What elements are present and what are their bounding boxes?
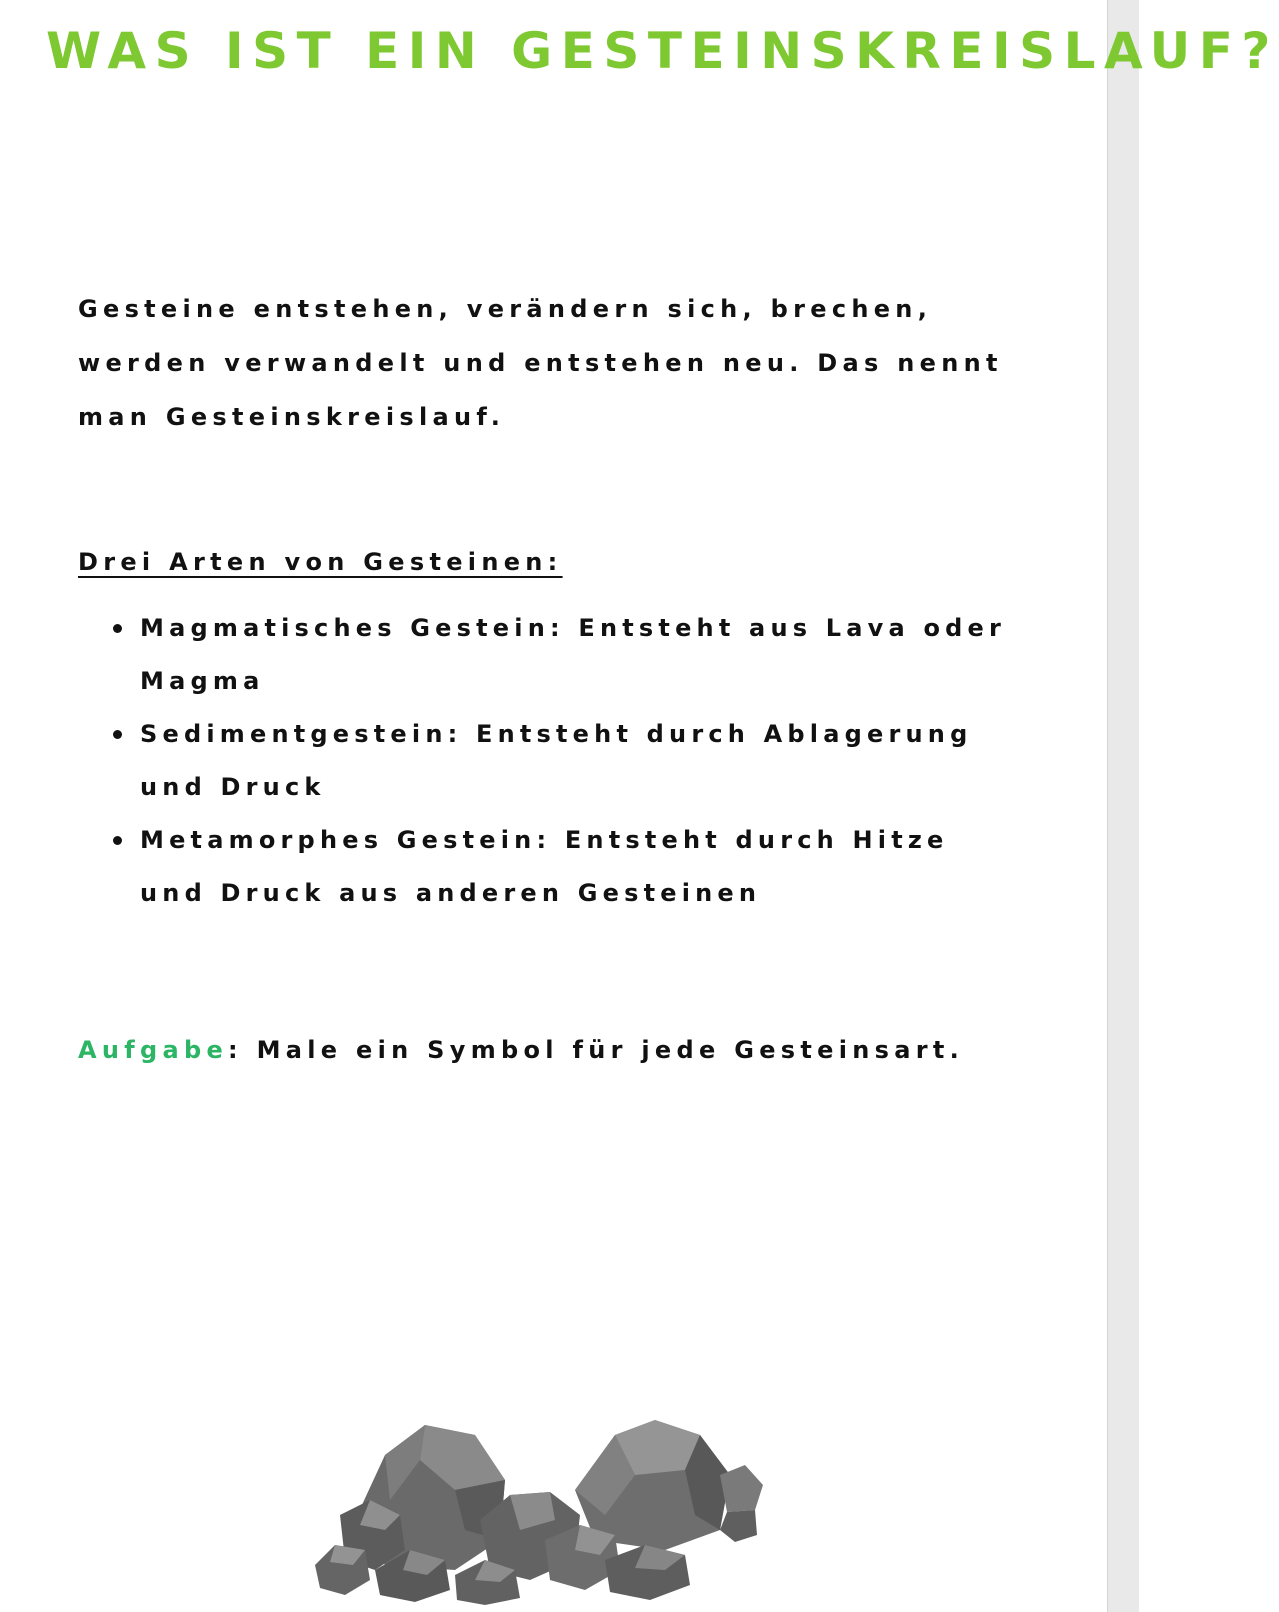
- bullet-icon: [113, 730, 122, 739]
- rock-types-heading: Drei Arten von Gesteinen:: [78, 548, 563, 576]
- page-edge: [1107, 0, 1139, 1612]
- list-item-text: Magmatisches Gestein: Entsteht aus Lava oder Magma: [140, 614, 1007, 695]
- task-label: Aufgabe: [78, 1036, 229, 1064]
- list-item: [140, 814, 1020, 920]
- bullet-icon: [113, 624, 122, 633]
- task-line: [78, 1036, 964, 1064]
- rocks-icon: [315, 1420, 785, 1605]
- list-item-text: Sedimentgestein: Entsteht durch Ablagerung und Druck: [140, 720, 973, 801]
- rock-types-list: [140, 602, 1020, 920]
- list-item: [140, 708, 1020, 814]
- list-item: [140, 602, 1020, 708]
- page-title: WAS IST EIN GESTEINSKREISLAUF?: [46, 22, 1279, 80]
- list-item-text: Metamorphes Gestein: Entsteht durch Hitze und Druck aus anderen Gesteinen: [140, 826, 949, 907]
- task-text: : Male ein Symbol für jede Gesteinsart.: [228, 1036, 965, 1064]
- bullet-icon: [113, 836, 122, 845]
- intro-paragraph: Gesteine entstehen, verändern sich, brechen, werden verwandelt und entstehen neu. Das nennt man Gesteinskreislauf.: [78, 295, 1003, 431]
